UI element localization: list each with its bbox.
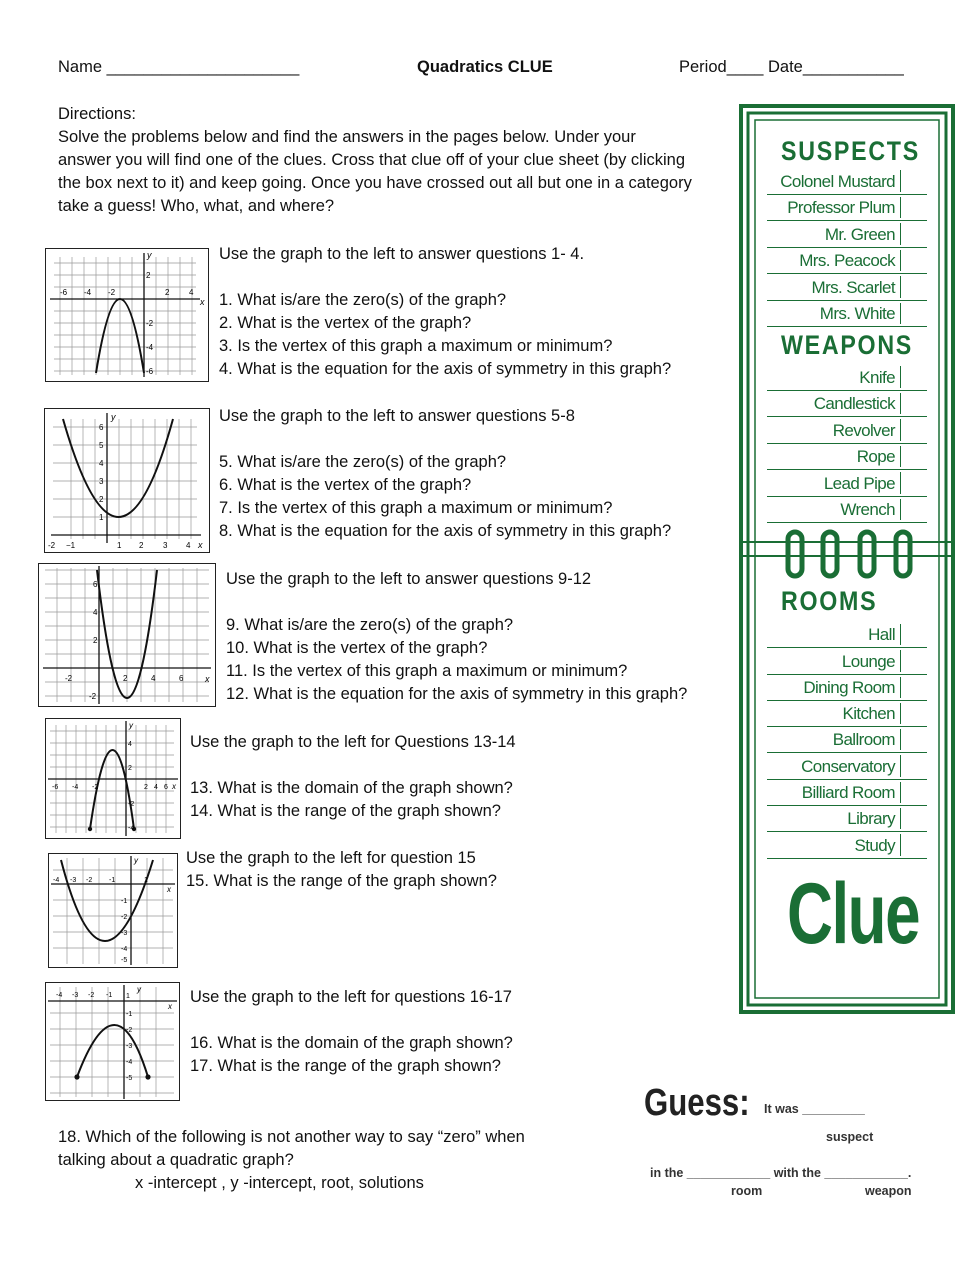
checkbox[interactable] <box>900 755 927 776</box>
checkbox[interactable] <box>900 499 927 521</box>
y-tick: -2 <box>89 692 97 701</box>
clue-item-label: Dining Room <box>803 677 895 697</box>
x-tick: 2 <box>144 784 148 791</box>
question: 10. What is the vertex of the graph? <box>226 639 488 657</box>
graph-4 <box>45 718 181 839</box>
clue-item-row[interactable] <box>767 221 927 248</box>
question: 9. What is/are the zero(s) of the graph? <box>226 616 514 634</box>
clue-item-row[interactable] <box>767 195 927 222</box>
clue-item-label: Kitchen <box>842 704 895 724</box>
section-intro: Use the graph to the left for questions 16-17 <box>190 988 512 1006</box>
directions-line: answer you will find one of the clues. Cross that clue off of your clue sheet (by clicking <box>58 151 686 169</box>
checkbox[interactable] <box>900 276 927 298</box>
clue-item-label: Lead Pipe <box>823 473 895 493</box>
y-tick: -1 <box>121 898 128 905</box>
clue-item-label: Mrs. White <box>819 304 895 323</box>
y-tick: 2 <box>128 765 132 772</box>
x-tick: -2 <box>65 674 73 683</box>
checkbox[interactable] <box>900 419 927 441</box>
clue-item-row[interactable] <box>767 753 927 779</box>
clue-item-label: Hall <box>868 625 895 645</box>
checkbox[interactable] <box>900 782 927 803</box>
x-tick: 4 <box>186 541 191 550</box>
question: 15. What is the range of the graph shown? <box>186 872 497 890</box>
question: 12. What is the equation for the axis of symmetry in this graph? <box>226 685 688 703</box>
checkbox[interactable] <box>900 223 927 245</box>
x-tick: 4 <box>154 784 158 791</box>
clue-item-row[interactable] <box>767 675 927 701</box>
clue-sheet <box>739 104 955 1014</box>
y-tick: -6 <box>146 367 154 376</box>
checkbox[interactable] <box>900 446 927 468</box>
clue-item-label: Mrs. Scarlet <box>811 277 895 297</box>
x-tick: 6 <box>164 784 168 791</box>
x-axis-label: x <box>167 885 171 894</box>
suspect-caption: suspect <box>826 1130 874 1144</box>
question: 6. What is the vertex of the graph? <box>219 476 472 494</box>
y-tick: -5 <box>121 957 128 964</box>
directions-line: the box next to it) and keep going. Once you have crossed out all but one in a category <box>58 174 692 192</box>
x-tick: -4 <box>56 992 63 999</box>
y-tick: 3 <box>99 477 104 486</box>
question: 2. What is the vertex of the graph? <box>219 314 472 332</box>
clue-item-label: Billiard Room <box>801 783 895 803</box>
question-block-1 <box>219 243 671 381</box>
y-axis-label: y <box>129 721 133 730</box>
clue-item-row[interactable] <box>767 622 927 648</box>
clue-item-label: Mrs. Peacock <box>799 251 895 270</box>
graph-3 <box>38 563 216 707</box>
x-tick: 6 <box>179 674 184 683</box>
it-was-blank[interactable]: It was _________ <box>764 1102 865 1116</box>
question-line: 18. Which of the following is not another way to say “zero” when <box>58 1128 525 1146</box>
x-tick: 4 <box>151 674 156 683</box>
question-block-5 <box>186 847 497 893</box>
y-axis-label: y <box>111 412 116 422</box>
x-tick: -6 <box>52 784 59 791</box>
y-axis-label: y <box>134 856 138 865</box>
y-tick: 6 <box>93 580 98 589</box>
clue-item-label: Professor Plum <box>787 198 895 217</box>
clue-item-row[interactable] <box>767 301 927 328</box>
question-block-2 <box>219 405 671 543</box>
x-tick: 2 <box>165 288 170 297</box>
checkbox[interactable] <box>900 366 927 388</box>
checkbox[interactable] <box>900 677 927 698</box>
y-tick: -3 <box>121 930 128 937</box>
checkbox[interactable] <box>900 250 927 272</box>
clue-item-row[interactable] <box>767 274 927 301</box>
page-title: Quadratics CLUE <box>417 58 553 76</box>
y-tick: -2 <box>128 801 135 808</box>
x-tick: 3 <box>163 541 168 550</box>
clue-item-row[interactable] <box>767 497 927 524</box>
x-tick: 1 <box>117 541 122 550</box>
x-axis-label: x <box>205 674 210 684</box>
y-tick: -2 <box>146 319 154 328</box>
clue-item-row[interactable] <box>767 364 927 391</box>
question: 16. What is the domain of the graph shown? <box>190 1034 513 1052</box>
x-tick: -2 <box>92 784 99 791</box>
clue-item-label: Ballroom <box>832 730 895 750</box>
clue-item-row[interactable] <box>767 444 927 471</box>
clue-item-row[interactable] <box>767 248 927 275</box>
checkbox[interactable] <box>900 729 927 750</box>
section-intro: Use the graph to the left to answer questions 5-8 <box>219 407 575 425</box>
checkbox[interactable] <box>900 650 927 671</box>
graph-1 <box>45 248 209 382</box>
y-tick: 2 <box>93 636 98 645</box>
y-tick: 4 <box>128 741 132 748</box>
suspects-heading: SUSPECTS <box>781 136 920 166</box>
checkbox[interactable] <box>900 170 927 192</box>
x-tick: -2 <box>88 992 95 999</box>
y-tick: 6 <box>99 423 104 432</box>
x-tick: -2 <box>108 288 116 297</box>
question-block-4 <box>190 731 516 823</box>
section-intro: Use the graph to the left for question 15 <box>186 849 476 867</box>
rooms-list <box>767 622 927 859</box>
section-intro: Use the graph to the left for Questions 13-14 <box>190 733 516 751</box>
y-tick: 2 <box>146 271 151 280</box>
y-tick: 2 <box>99 495 104 504</box>
question: 3. Is the vertex of this graph a maximum or minimum? <box>219 337 613 355</box>
clue-item-label: Colonel Mustard <box>780 171 895 191</box>
x-tick: 1 <box>144 877 148 884</box>
rooms-heading: ROOMS <box>781 586 878 616</box>
x-axis-label: x <box>198 540 203 550</box>
x-axis-label: x <box>168 1002 172 1011</box>
clue-item-label: Library <box>847 809 895 829</box>
clue-item-row[interactable] <box>767 470 927 497</box>
name-line[interactable]: Name _____________________ <box>58 58 300 76</box>
y-tick: 4 <box>93 608 98 617</box>
clue-item-row[interactable] <box>767 417 927 444</box>
y-tick: -2 <box>121 914 128 921</box>
y-tick: 5 <box>99 441 104 450</box>
y-tick: -2 <box>126 1027 133 1034</box>
y-tick: -4 <box>128 825 135 832</box>
question-block-6 <box>190 986 513 1078</box>
graph-5 <box>48 853 178 968</box>
x-tick: -3 <box>72 992 79 999</box>
clue-item-label: Lounge <box>841 651 895 671</box>
clue-item-row[interactable] <box>767 727 927 753</box>
y-tick: -1 <box>126 1011 133 1018</box>
checkbox[interactable] <box>900 808 927 829</box>
x-tick: -4 <box>72 784 79 791</box>
clue-item-label: Revolver <box>832 420 895 440</box>
clue-item-label: Mr. Green <box>824 224 895 244</box>
y-tick: -4 <box>126 1059 133 1066</box>
clue-item-row[interactable] <box>767 648 927 674</box>
section-intro: Use the graph to the left to answer questions 9-12 <box>226 570 592 588</box>
room-weapon-blanks[interactable]: in the ____________ with the ____________. <box>650 1166 912 1180</box>
clue-item-label: Wrench <box>840 500 895 519</box>
y-tick: -4 <box>121 946 128 953</box>
x-tick: 2 <box>123 674 128 683</box>
clue-item-label: Conservatory <box>801 756 895 776</box>
question: 1. What is/are the zero(s) of the graph? <box>219 291 507 309</box>
y-tick: -4 <box>146 343 154 352</box>
question: 7. Is the vertex of this graph a maximum or minimum? <box>219 499 613 517</box>
y-tick: 4 <box>99 459 104 468</box>
question: 11. Is the vertex of this graph a maximum or minimum? <box>226 662 628 680</box>
x-tick: -3 <box>70 877 77 884</box>
y-tick: -3 <box>126 1043 133 1050</box>
clue-item-row[interactable] <box>767 168 927 195</box>
clue-item-label: Candlestick <box>813 394 895 413</box>
clue-item-row[interactable] <box>767 701 927 727</box>
question: 13. What is the domain of the graph shown? <box>190 779 513 797</box>
x-axis-label: x <box>200 297 205 307</box>
clue-logo: Clue <box>787 866 919 962</box>
clue-item-row[interactable] <box>767 806 927 832</box>
question: 14. What is the range of the graph shown? <box>190 802 501 820</box>
question: 4. What is the equation for the axis of symmetry in this graph? <box>219 360 672 378</box>
answer-options: x -intercept , y -intercept, root, solutions <box>135 1174 424 1192</box>
question-line: talking about a quadratic graph? <box>58 1151 294 1169</box>
weapon-caption: weapon <box>865 1184 912 1198</box>
question: 8. What is the equation for the axis of symmetry in this graph? <box>219 522 672 540</box>
clue-item-label: Knife <box>859 367 895 387</box>
x-tick: -4 <box>53 877 60 884</box>
suspects-list <box>767 168 927 327</box>
clue-item-row[interactable] <box>767 780 927 806</box>
directions-heading: Directions: <box>58 105 136 123</box>
x-tick: -4 <box>84 288 92 297</box>
checkbox[interactable] <box>900 834 927 855</box>
x-tick: -6 <box>60 288 68 297</box>
question-block-3 <box>226 568 687 706</box>
x-tick: 4 <box>189 288 194 297</box>
room-caption: room <box>731 1184 763 1198</box>
checkbox[interactable] <box>900 703 927 724</box>
y-tick: 1 <box>99 513 104 522</box>
question: 17. What is the range of the graph shown? <box>190 1057 501 1075</box>
section-intro: Use the graph to the left to answer questions 1- 4. <box>219 245 585 263</box>
x-axis-label: x <box>172 782 176 791</box>
directions-line: take a guess! Who, what, and where? <box>58 197 335 215</box>
checkbox[interactable] <box>900 303 927 325</box>
weapons-heading: WEAPONS <box>781 330 914 360</box>
y-tick: 1 <box>126 993 130 1000</box>
weapons-list <box>767 364 927 523</box>
guess-heading: Guess: <box>644 1082 750 1124</box>
y-axis-label: y <box>147 250 152 260</box>
x-tick: -2 <box>86 877 93 884</box>
clue-item-label: Study <box>854 835 895 855</box>
question: 5. What is/are the zero(s) of the graph? <box>219 453 507 471</box>
clue-item-row[interactable] <box>767 832 927 858</box>
y-axis-label: y <box>137 985 141 994</box>
directions-line: Solve the problems below and find the answers in the pages below. Under your <box>58 128 636 146</box>
question-18 <box>58 1126 525 1195</box>
clue-item-label: Rope <box>856 447 895 466</box>
checkbox[interactable] <box>900 393 927 415</box>
y-tick: -5 <box>126 1075 133 1082</box>
checkbox[interactable] <box>900 624 927 645</box>
x-tick: -1 <box>109 877 116 884</box>
guess-area <box>644 1082 964 1212</box>
checkbox[interactable] <box>900 197 927 219</box>
x-tick: −1 <box>66 541 76 550</box>
checkbox[interactable] <box>900 472 927 494</box>
clue-item-row[interactable] <box>767 391 927 418</box>
period-date-line[interactable]: Period____ Date___________ <box>679 58 904 76</box>
directions-body <box>58 126 692 218</box>
graph-2 <box>44 408 210 553</box>
x-tick: 2 <box>139 541 144 550</box>
graph-6 <box>45 982 180 1101</box>
x-tick: -1 <box>106 992 113 999</box>
x-tick: -2 <box>48 541 56 550</box>
